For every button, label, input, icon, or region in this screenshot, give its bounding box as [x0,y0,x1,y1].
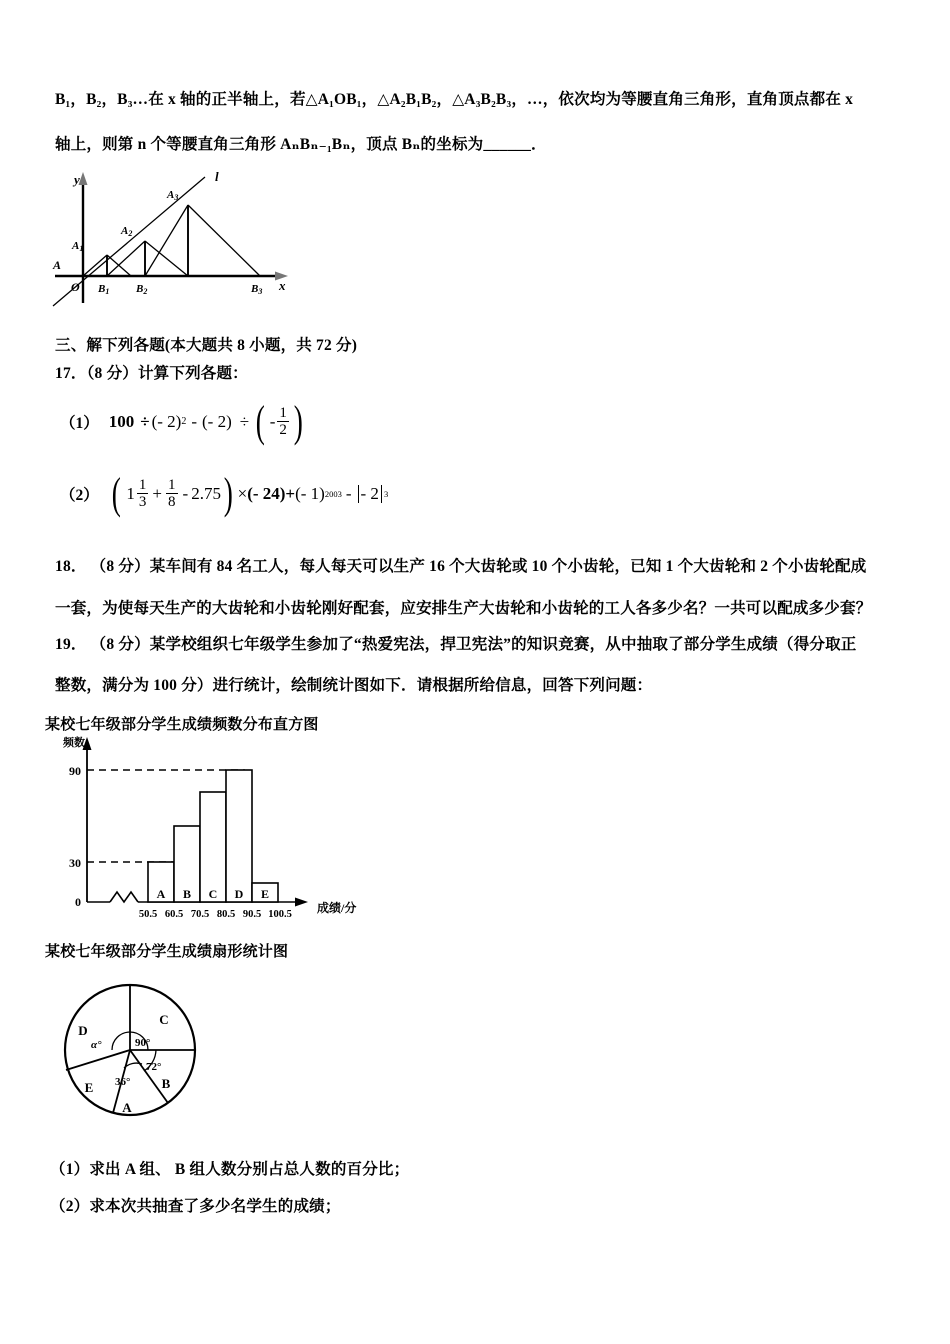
expr2-fraction-2 [166,477,178,510]
histogram-bars [148,770,278,902]
expr2-abs-exponent: 3 [383,488,389,499]
histogram-x-ticks [139,909,292,920]
triangle-A3-B2-B3 [145,205,260,276]
pie-label-B: B [161,1076,171,1091]
expr1-divide-1: ÷ [140,411,150,431]
frequency-histogram-figure [55,730,375,925]
label-A1: A1 [72,240,84,253]
score-pie-chart-figure [58,972,238,1132]
angle-label-90: 90° [135,1037,151,1049]
expr2-decimal: 2.75 [191,483,221,503]
expr2-label: （2） [60,486,99,504]
arc-alpha [112,1032,130,1050]
expr1-base-1: (- 2) [151,411,182,431]
label-O: O [71,280,80,294]
expr1-operand-a: 100 [108,411,135,431]
expr1-divide-2: ÷ [239,411,250,431]
xtick-90-5: 90.5 [242,909,262,920]
axis-break-zigzag [110,892,138,902]
bar-label-D: D [234,887,244,901]
expr1-exponent-1: 2 [181,416,187,428]
xtick-50-5: 50.5 [138,909,158,920]
problem19-line2: 整数，满分为 100 分）进行统计，绘制统计图如下．请根据所给信息，回答下列问题： [55,677,653,694]
expr2-whole-number: 1 [126,483,135,503]
coordinate-triangles-figure [45,163,295,311]
histogram-y-axis [83,737,92,902]
expr1-frac-numerator: 1 [279,405,287,421]
expr2-minus: - [182,483,189,503]
expr2-times: × [237,483,248,503]
pie-label-E: E [84,1080,94,1095]
expr2-abs-content: - 2 [360,483,379,503]
expr1-frac-denominator: 2 [279,422,287,439]
expr1-frac-sign: - [269,411,276,431]
label-x: x [279,278,286,293]
problem16-line2: 轴上，则第 n 个等腰直角三角形 AₙBₙ₋₁Bₙ，顶点 Bₙ的坐标为______． [55,136,547,153]
expr2-frac2-numerator: 1 [168,477,176,493]
label-B1: B1 [98,283,110,296]
ytick-90: 90 [69,764,81,778]
xtick-80-5: 80.5 [216,909,236,920]
bar-D [226,770,252,902]
pie-chart-title: 某校七年级部分学生成绩扇形统计图 [45,944,289,960]
problem18-line2: 一套，为使每天生产的大齿轮和小齿轮刚好配套，应安排生产大齿轮和小齿轮的工人各多少名？一共可以配成多少套？ [55,600,872,617]
problem19-line1: 19． （8 分）某学校组织七年级学生参加了“热爱宪法，捍卫宪法”的知识竞赛，从中抽取了部分学生成绩（得分取正 [55,636,857,653]
expr2-plus-2: + [285,483,296,503]
histogram-title: 某校七年级部分学生成绩频数分布直方图 [45,717,319,733]
expr1-label: （1） [60,414,99,432]
label-B2: B2 [136,283,148,296]
expr2-plus: + [152,483,163,503]
abs-bar-left [358,485,359,503]
xtick-100-5: 100.5 [268,909,292,920]
section-3-heading: 三、解下列各题(本大题共 8 小题，共 72 分) [55,337,358,354]
bar-label-C: C [208,887,218,901]
label-A2: A2 [121,225,133,238]
problem19-sub1: （1）求出 A 组、 B 组人数分别占总人数的百分比； [50,1161,410,1178]
bar-label-E: E [260,887,270,901]
histogram-y-axis-label: 频数 [63,737,85,749]
problem17-expr-1: （1） 100 ÷ (- 2) 2 - (- 2) ÷ ( - $\frac{1}{2}$ ) [60,396,303,446]
problem19-sub2: （2）求本次共抽查了多少名学生的成绩； [50,1198,341,1215]
pie-label-A: A [122,1100,132,1115]
problem17-expr-2: （2） ( 1 $\frac{1}{3}$ + $\frac{1}{8}$ - 2.75 ) × (- 24) + (- 1) 2003 - - 2 3 [60,468,389,518]
bar-label-A: A [156,887,166,901]
angle-label-alpha: α° [91,1039,102,1051]
pie-label-C: C [159,1012,169,1027]
expr2-fraction-1 [137,477,149,510]
histogram-x-axis-label: 成绩/分 [317,901,357,915]
problem17-stem: 17．（8 分）计算下列各题： [55,365,248,382]
expr2-minus-2: - [345,483,352,503]
angle-label-36: 36° [115,1076,131,1088]
expr2-factor: (- 24) [247,483,286,503]
abs-bar-right [381,485,382,503]
expr1-fraction [277,405,289,438]
label-A3: A3 [167,189,179,202]
expr2-frac2-denominator: 8 [168,494,176,511]
expr1-minus: - [191,411,198,431]
pie-label-D: D [78,1023,88,1038]
expr2-frac1-denominator: 3 [138,494,147,511]
ytick-0: 0 [75,895,81,909]
expr1-base-2: (- 2) [202,411,232,431]
label-B3: B3 [251,283,263,296]
triangle-A1-O-B1 [83,255,131,276]
problem18-line1: 18． （8 分）某车间有 84 名工人，每人每天可以生产 16 个大齿轮或 10 个小齿轮，已知 1 个大齿轮和 2 个小齿轮配成 [55,558,867,575]
label-A: A [53,258,62,272]
bar-C [200,792,226,902]
expr2-frac1-numerator: 1 [138,477,147,493]
histogram-y-ticks [69,764,81,909]
ytick-30: 30 [69,856,81,870]
label-line-l: l [215,169,219,184]
label-y: y [74,172,80,187]
xtick-60-5: 60.5 [164,909,184,920]
angle-label-72: 72° [146,1061,162,1073]
problem16-line1: B₁，B₂，B₃…在 x 轴的正半轴上，若△A₁OB₁，△A₂B₁B₂，△A₃B₂B₃，…，依次均为等腰直角三角形，直角顶点都在 x [55,91,854,108]
expr2-power-exponent: 2003 [324,488,342,499]
bar-label-B: B [182,887,192,901]
x-axis [55,272,288,281]
divider-E-D [66,1050,130,1070]
xtick-70-5: 70.5 [190,909,210,920]
expr2-power-base: (- 1) [295,483,325,503]
